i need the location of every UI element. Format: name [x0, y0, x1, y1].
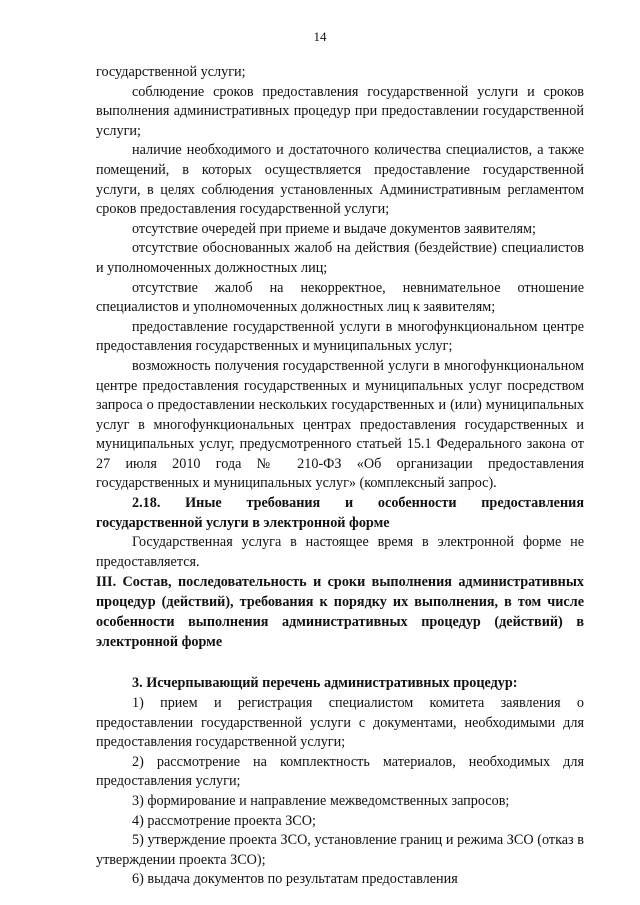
paragraph: предоставление государственной услуги в многофункциональном центре предоставления государственных и муниципальных услуг; [96, 318, 584, 355]
paragraph: соблюдение сроков предоставления государственной услуги и сроков выполнения административных процедур при предоставлении государственной услуги; [96, 83, 584, 139]
paragraph: государственной услуги; [96, 64, 246, 80]
paragraph: отсутствие очередей при приеме и выдаче документов заявителям; [132, 220, 536, 237]
list-item: 4) рассмотрение проекта ЗСО; [132, 812, 316, 829]
list-item: 5) утверждение проекта ЗСО, установление границ и режима ЗСО (отказ в утверждении проекта ЗСО); [96, 832, 584, 868]
page-number: 14 [313, 29, 327, 44]
section-heading: III. Состав, последовательность и сроки выполнения административных процедур (действий), требования к порядку их выполнения, в том числе особенности выполнения административных процедур (действий) в электронной форме [96, 574, 584, 651]
paragraph: отсутствие жалоб на некорректное, невнимательное отношение специалистов и уполномоченных должностных лиц к заявителям; [96, 279, 584, 316]
paragraph: наличие необходимого и достаточного количества специалистов, а также помещений, в которых осуществляется предоставление государственной услуги, в целях соблюдения установленных Административным регламентом сроков предоставления государственной услуги; [96, 142, 584, 218]
list-item: 6) выдача документов по результатам предоставления [132, 871, 458, 888]
subsection-heading: 3. Исчерпывающий перечень административных процедур: [132, 675, 518, 692]
paragraph: возможность получения государственной услуги в многофункциональном центре предоставления государственных и муниципальных услуг посредством запроса о предоставлении нескольких государственных и (или) муниципальных услуг в многофункциональных центрах предоставления государственных и муниципальных услуг, предусмотренного статьей 15.1 Федерального закона от 27 июля 2010 года № 210-ФЗ «Об организации предоставления государственных и муниципальных услуг» (комплексный запрос). [96, 357, 584, 492]
procedure-list [96, 694, 584, 890]
paragraph: Государственная услуга в настоящее время в электронной форме не предоставляется. [96, 534, 584, 570]
list-item: 2) рассмотрение на комплектность материалов, необходимых для предоставления услуги; [96, 753, 584, 790]
list-item: 3) формирование и направление межведомственных запросов; [132, 793, 510, 809]
paragraph: 2.18. Иные требования и особенности предоставления государственной услуги в электронной форме [96, 495, 584, 531]
list-item: 1) прием и регистрация специалистом комитета заявления о предоставлении государственной услуги с документами, необходимыми для предоставления государственной услуги; [96, 695, 584, 751]
paragraphs-before [96, 63, 584, 572]
paragraph: отсутствие обоснованных жалоб на действия (бездействие) специалистов и уполномоченных должностных лиц; [96, 240, 584, 276]
document-body [96, 63, 584, 890]
